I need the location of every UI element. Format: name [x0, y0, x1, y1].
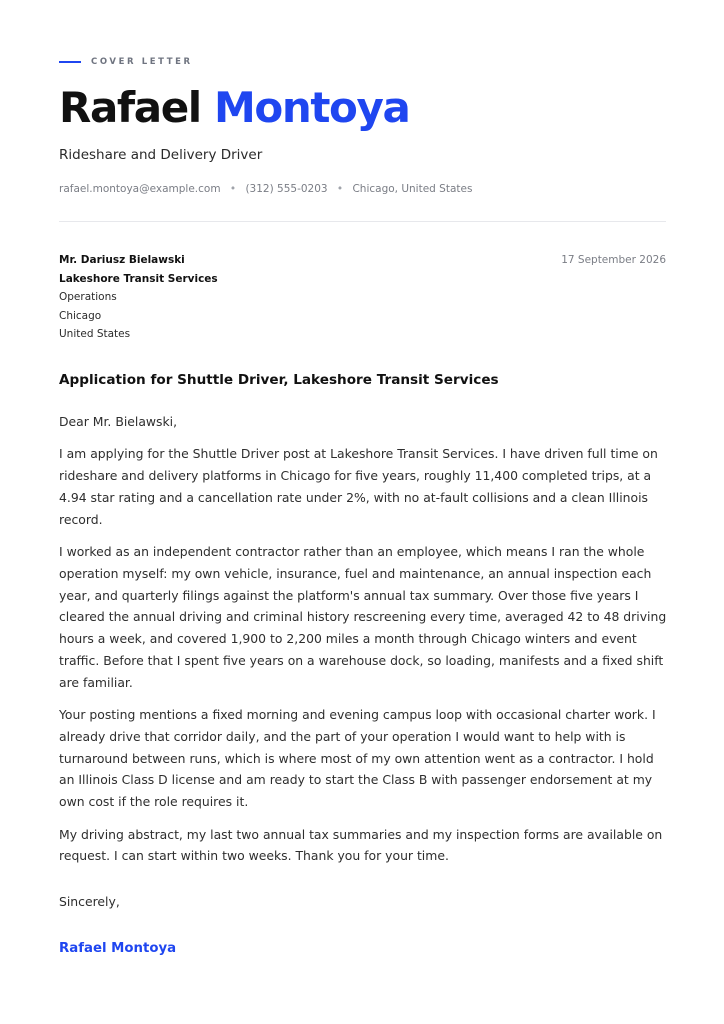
recipient-block: [59, 251, 218, 344]
letter-date: 17 September 2026: [561, 254, 666, 266]
body-paragraph: I am applying for the Shuttle Driver post at Lakeshore Transit Services. I have driven full time on rideshare and delivery platforms in Chicago for five years, roughly 11,400 completed trips, at a 4.94 star rating and a cancellation rate under 2%, with no at-fault collisions and a clean Illinois record.: [59, 446, 658, 527]
first-name: Rafael: [59, 83, 201, 132]
closing: Sincerely,: [59, 894, 120, 909]
signature: Rafael Montoya: [59, 941, 177, 956]
recipient-country: United States: [59, 328, 131, 340]
recipient-city: Chicago: [59, 309, 102, 322]
contact-separator: •: [229, 183, 237, 195]
body-paragraph: Your posting mentions a fixed morning and evening campus loop with occasional charter work. I already drive that corridor daily, and the part of your operation I would want to help with is turnaround between runs, which is where most of my own attention went as a contractor. I hold an Illinois Class D license and am ready to start the Class B with passenger endorsement at my own cost if the role requires it.: [59, 707, 656, 810]
body-paragraph: My driving abstract, my last two annual tax summaries and my inspection forms are available on request. I can start within two weeks. Thank you for your time.: [59, 826, 663, 864]
contact-separator: •: [336, 183, 344, 195]
eyebrow-label: COVER LETTER: [91, 57, 193, 67]
contact-phone: (312) 555-0203: [245, 183, 328, 195]
document-eyebrow: [59, 57, 193, 67]
applicant-role: Rideshare and Delivery Driver: [59, 147, 263, 163]
header-divider: [59, 221, 666, 222]
letter-subject: Application for Shuttle Driver, Lakeshore Transit Services: [59, 372, 499, 388]
accent-rule: [59, 61, 81, 63]
last-name: Montoya: [214, 83, 410, 132]
contact-email: rafael.montoya@example.com: [59, 183, 221, 195]
salutation: Dear Mr. Bielawski,: [59, 414, 178, 429]
body-paragraph: I worked as an independent contractor rather than an employee, which means I ran the whole operation myself: my own vehicle, insurance, fuel and maintenance, an annual inspection each year, and quarterly filings against the platform's annual tax summary. Over those five years I cleared the annual driving and criminal history rescreening every time, averaged 42 to 48 driving hours a week, and covered 1,900 to 2,200 miles a month through Chicago winters and event traffic. Before that I spent five years on a warehouse dock, so loading, manifests and a fixed shift are familiar.: [59, 543, 667, 690]
recipient-department: Operations: [59, 291, 117, 303]
recipient-company: Lakeshore Transit Services: [59, 272, 218, 285]
letter-body: [59, 411, 671, 878]
contact-line: [59, 183, 472, 195]
contact-location: Chicago, United States: [352, 183, 473, 195]
applicant-name: [59, 82, 409, 134]
recipient-name: Mr. Dariusz Bielawski: [59, 254, 185, 266]
